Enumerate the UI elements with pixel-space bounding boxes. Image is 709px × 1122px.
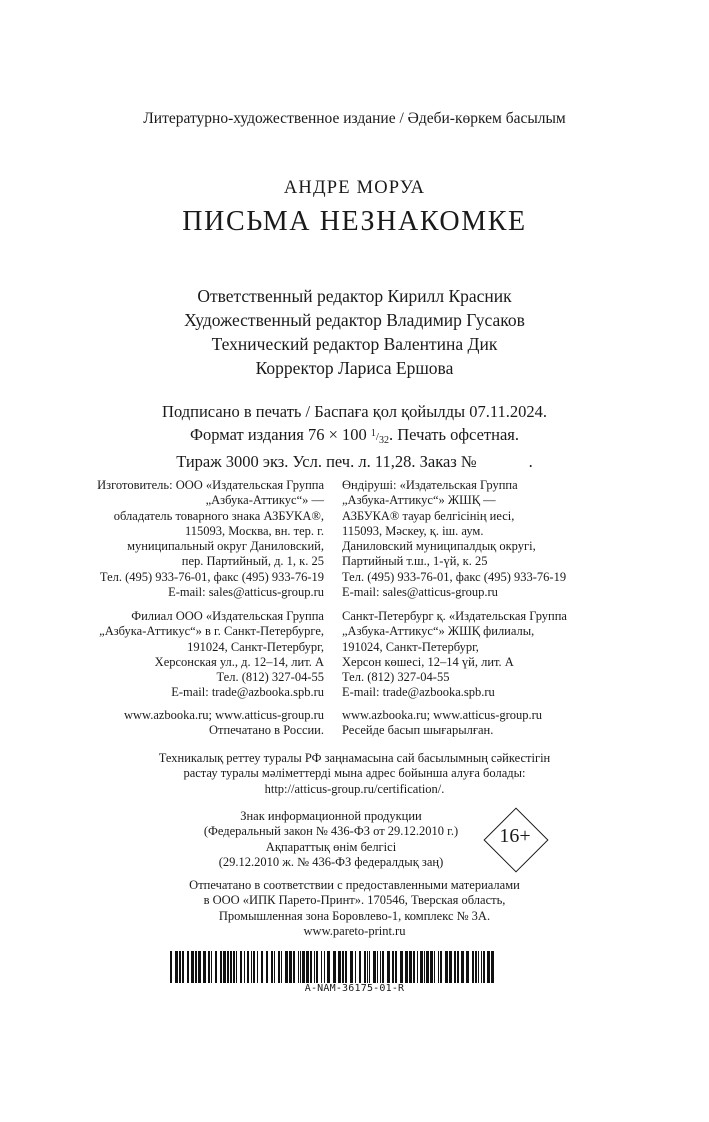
manufacturer-ru-line: муниципальный округ Даниловский, [127, 539, 324, 554]
info-sign-law: (Федеральный закон № 436-ФЗ от 29.12.2010 г.) [203, 824, 459, 839]
signed-to-print: Подписано в печать / Баспаға қол қойылды 07.11.2024. [162, 402, 547, 421]
barcode-bar [380, 951, 381, 983]
manufacturer-ru-line: Изготовитель: ООО «Издательская Группа [97, 478, 324, 492]
barcode-bar [285, 951, 288, 983]
barcode-bar [236, 951, 237, 983]
manufacturer-kz-line: 115093, Мәскеу, қ. іш. аум. [342, 523, 484, 538]
barcode-bar [175, 951, 178, 983]
barcode-bar [466, 951, 469, 983]
manufacturer-kz-line: Даниловский муниципалдық округі, [342, 539, 536, 554]
barcode-bar [413, 951, 415, 983]
barcode-bar [321, 951, 322, 983]
branch-kz-line: „Азбука-Аттикус“» ЖШҚ филиалы, [342, 624, 535, 639]
branch-ru-email: E-mail: trade@azbooka.spb.ru [171, 685, 324, 700]
barcode-bar [306, 951, 309, 983]
barcode-bar [289, 951, 292, 983]
manufacturer-ru-line: обладатель товарного знака АЗБУКА®, [113, 508, 324, 523]
barcode-bar [481, 951, 482, 983]
barcode-bar [187, 951, 189, 983]
barcode-bar [278, 951, 280, 983]
age-rating: 16+ [499, 825, 531, 847]
proofreader: Корректор Лариса Ершова [255, 358, 454, 378]
barcode-bar [377, 951, 378, 983]
branch-kz-email: E-mail: trade@azbooka.spb.ru [342, 685, 495, 700]
barcode-bar [324, 951, 325, 983]
fraction-denominator: 32 [378, 434, 389, 446]
run-line [0, 451, 709, 473]
printer-url: www.pareto-print.ru [303, 923, 406, 938]
manufacturer-ru-line: 115093, Москва, вн. тер. г. [184, 523, 324, 538]
barcode-text: A-NAM-36175-01-R [304, 983, 405, 994]
barcode-bar [179, 951, 181, 983]
barcode-bar [310, 951, 312, 983]
barcode-bar [293, 951, 295, 983]
web-ru [124, 708, 324, 739]
barcode-bar [420, 951, 423, 983]
branch-kz-line: Херсон көшесі, 12–14 үй, лит. А [342, 654, 514, 669]
barcode-bar [475, 951, 477, 983]
barcode-bar [338, 951, 341, 983]
barcode-bar [400, 951, 403, 983]
barcode-bar [461, 951, 464, 983]
edition-type: Литературно-художественное издание / Әдеби-көркем басылым [143, 110, 566, 127]
printed-in-russia-kz: Ресейде басып шығарылған. [342, 723, 494, 738]
barcode-bar [342, 951, 344, 983]
barcode-bar [223, 951, 226, 983]
art-editor: Художественный редактор Владимир Гусаков [184, 310, 525, 330]
barcode-bar [274, 951, 275, 983]
manufacturer-kz-line: „Азбука-Аттикус“» ЖШҚ — [342, 493, 496, 508]
barcode-bar [266, 951, 268, 983]
run-end: . [528, 452, 533, 471]
branch-ru-phone: Тел. (812) 327-04-55 [216, 670, 324, 685]
print-info [0, 401, 709, 473]
barcode-bar [395, 951, 397, 983]
barcode-bar [211, 951, 212, 983]
barcode-bar [208, 951, 210, 983]
barcode-bar [281, 951, 282, 983]
printer-line: Отпечатано в соответствии с предоставленными материалами [189, 878, 520, 892]
barcode-bar [487, 951, 490, 983]
web-kz [342, 708, 542, 739]
manufacturer-kz-phone: Тел. (495) 933-76-01, факс (495) 933-76-19 [342, 569, 567, 584]
branch-ru-line: Филиал ООО «Издательская Группа [131, 609, 324, 623]
barcode-bar [191, 951, 194, 983]
book-title: ПИСЬМА НЕЗНАКОМКЕ [182, 206, 527, 237]
barcode-bar [409, 951, 412, 983]
branch-ru-line: „Азбука-Аттикус“» в г. Санкт-Петербурге, [99, 624, 324, 639]
format-suffix: . Печать офсетная. [388, 424, 519, 444]
fraction-numerator: 1 [370, 427, 376, 439]
branch-kz [342, 609, 567, 701]
barcode [170, 951, 496, 983]
manufacturer-kz-line: АЗБУКА® тауар белгісінің иесі, [342, 508, 515, 523]
websites-kz: www.azbooka.ru; www.atticus-group.ru [342, 708, 543, 722]
printed-in-russia: Отпечатано в России. [209, 723, 324, 738]
barcode-bar [182, 951, 184, 983]
barcode-bar [314, 951, 315, 983]
barcode-bar [478, 951, 479, 983]
manufacturer-ru [97, 478, 324, 600]
printer-info [0, 878, 709, 939]
manufacturer-ru-email: E-mail: sales@atticus-group.ru [168, 585, 324, 600]
manufacturer-kz [342, 478, 566, 600]
barcode-bar [430, 951, 433, 983]
manufacturer-kz-line: Өндіруші: «Издательская Группа [342, 478, 518, 492]
branch-kz-phone: Тел. (812) 327-04-55 [342, 670, 450, 685]
run-text: Тираж 3000 экз. Усл. печ. л. 11,28. Заказ № [176, 452, 477, 471]
barcode-bar [405, 951, 408, 983]
barcode-bar [472, 951, 474, 983]
barcode-bar [491, 951, 494, 983]
barcode-bar [445, 951, 448, 983]
barcode-bar [373, 951, 376, 983]
info-sign-law-kz: (29.12.2010 ж. № 436-ФЗ федералдық заң) [218, 854, 444, 869]
barcode-bar [195, 951, 197, 983]
barcode-bar [457, 951, 459, 983]
barcode-bar [253, 951, 255, 983]
barcode-bar [198, 951, 201, 983]
certification-line: Техникалық реттеу туралы РФ заңнамасына сай басылымның сәйкестігін [158, 751, 551, 765]
manufacturer-kz-email: E-mail: sales@atticus-group.ru [342, 585, 498, 600]
barcode-bar [298, 951, 299, 983]
manufacturer-kz-line: Партийный т.ш., 1-үй, к. 25 [342, 554, 488, 569]
barcode-bar [438, 951, 439, 983]
branch-kz-line: Санкт-Петербург қ. «Издательская Группа [342, 609, 567, 623]
format-prefix: Формат издания 76 × 100 [190, 424, 371, 444]
barcode-bar [316, 951, 318, 983]
manufacturer-ru-line: „Азбука-Аттикус“» — [205, 493, 324, 508]
barcode-bar [387, 951, 390, 983]
barcode-bar [240, 951, 242, 983]
format-line [0, 423, 709, 452]
barcode-bar [244, 951, 245, 983]
barcode-bar [454, 951, 456, 983]
certification-url: http://atticus-group.ru/certification/. [264, 781, 445, 796]
barcode-bar [355, 951, 356, 983]
certification-note [0, 751, 709, 797]
branch-kz-line: 191024, Санкт-Петербург, [342, 639, 479, 654]
barcode-bar [417, 951, 418, 983]
info-sign-line: Знак информационной продукции [240, 809, 422, 823]
barcode-bar [364, 951, 366, 983]
barcode-bar [440, 951, 442, 983]
barcode-bar [333, 951, 336, 983]
barcode-bar [247, 951, 249, 983]
printer-line: Промышленная зона Боровлево-1, комплекс № 3А. [218, 908, 491, 923]
manufacturer-ru-line: пер. Партийный, д. 1, к. 25 [181, 554, 324, 569]
barcode-bar [327, 951, 330, 983]
barcode-bar [215, 951, 217, 983]
fraction-slash: / [375, 430, 379, 443]
editors-list [0, 284, 709, 380]
barcode-bar [350, 951, 353, 983]
barcode-bar [483, 951, 485, 983]
barcode-bar [230, 951, 232, 983]
printer-line: в ООО «ИПК Парето-Принт». 170546, Тверская область, [203, 893, 506, 908]
manufacturer-ru-phone: Тел. (495) 933-76-01, факс (495) 933-76-19 [99, 569, 324, 584]
barcode-bar [302, 951, 305, 983]
branch-ru [99, 609, 324, 701]
barcode-bar [271, 951, 273, 983]
barcode-bar [227, 951, 229, 983]
barcode-bar [233, 951, 235, 983]
barcode-bar [392, 951, 394, 983]
barcode-bar [220, 951, 222, 983]
websites-ru: www.azbooka.ru; www.atticus-group.ru [123, 708, 324, 722]
barcode-bar [449, 951, 452, 983]
info-sign [170, 809, 492, 870]
barcode-bar [359, 951, 361, 983]
info-sign-line-kz: Ақпараттық өнім белгісі [265, 839, 397, 854]
format-fraction [370, 427, 389, 446]
barcode-bar [434, 951, 435, 983]
book-author: АНДРЕ МОРУА [283, 178, 426, 198]
barcode-bar [369, 951, 370, 983]
responsible-editor: Ответственный редактор Кирилл Красник [197, 286, 512, 306]
barcode-bar [300, 951, 301, 983]
barcode-bar [426, 951, 429, 983]
barcode-bar [257, 951, 258, 983]
barcode-bar [203, 951, 206, 983]
barcode-bar [261, 951, 263, 983]
branch-ru-line: 191024, Санкт-Петербург, [187, 639, 324, 654]
barcode-bar [382, 951, 384, 983]
barcode-bar [367, 951, 368, 983]
barcode-bar [345, 951, 347, 983]
barcode-bar [170, 951, 172, 983]
barcode-bar [424, 951, 425, 983]
barcode-bar [251, 951, 252, 983]
branch-ru-line: Херсонская ул., д. 12–14, лит. А [154, 654, 324, 669]
certification-line: растау туралы мәліметтерді мына адрес бойынша алуға болады: [183, 766, 526, 781]
technical-editor: Технический редактор Валентина Дик [211, 334, 498, 354]
